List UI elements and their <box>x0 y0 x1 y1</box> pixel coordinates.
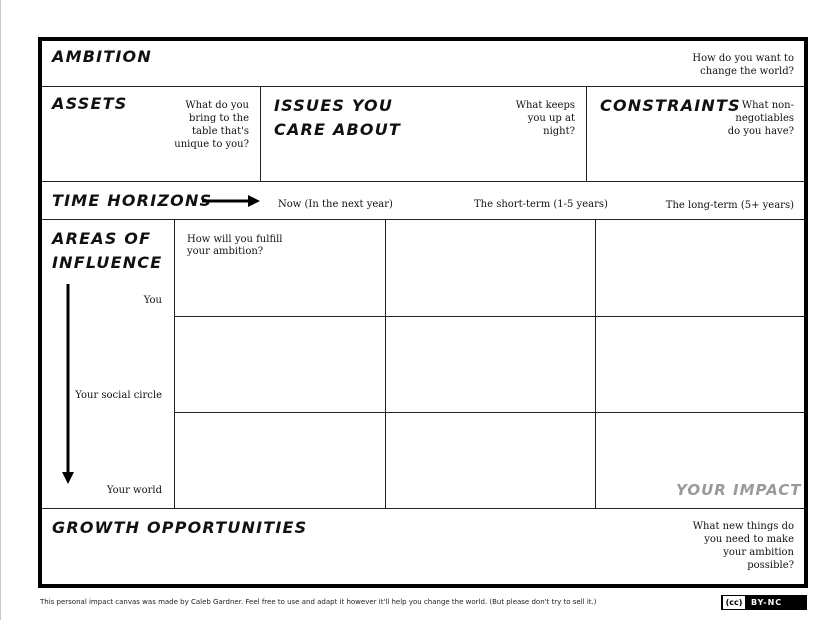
issues-heading-line1: ISSUES YOU <box>274 96 394 115</box>
impact-label: YOUR IMPACT <box>676 481 802 499</box>
divider-time <box>42 219 804 220</box>
growth-heading: GROWTH OPPORTUNITIES <box>52 518 308 537</box>
divider-areas-grid <box>174 219 175 508</box>
cc-license-badge[interactable] <box>721 595 807 610</box>
arrow-right-icon <box>200 193 262 209</box>
cc-icon: (cc) <box>723 596 745 609</box>
areas-heading-line1: AREAS OF <box>52 229 152 248</box>
divider-ambition <box>42 86 804 87</box>
divider-row-social <box>174 412 804 413</box>
assets-question: What do you bring to the table that's unique to you? <box>174 100 249 150</box>
footer-credit: This personal impact canvas was made by Caleb Gardner. Feel free to use and adapt it however it'll help you change the world. (But please don't try to sell it.) <box>40 598 597 606</box>
row-label-you: You <box>143 295 162 306</box>
divider-col-now <box>385 219 386 508</box>
constraints-question: What non-negotiables do you have? <box>727 100 794 137</box>
growth-question: What new things do you need to make your ambition possible? <box>692 521 794 571</box>
divider-issues-constraints <box>586 86 587 181</box>
divider-areas <box>42 508 804 509</box>
time-short-label: The short-term (1-5 years) <box>474 199 608 210</box>
constraints-heading: CONSTRAINTS <box>600 96 741 115</box>
divider-assets <box>42 181 804 182</box>
issues-question: What keeps you up at night? <box>515 100 575 137</box>
divider-col-short <box>595 219 596 508</box>
fulfill-prompt: How will you fulfill your ambition? <box>187 234 283 257</box>
time-now-label: Now (In the next year) <box>278 199 393 210</box>
issues-heading-line2: CARE ABOUT <box>274 120 402 139</box>
row-label-world: Your world <box>106 485 162 496</box>
divider-row-you <box>174 316 804 317</box>
divider-assets-issues <box>260 86 261 181</box>
time-long-label: The long-term (5+ years) <box>665 200 794 211</box>
ambition-question: How do you want to change the world? <box>692 53 794 77</box>
license-label: BY-NC <box>751 598 783 607</box>
canvas-frame <box>38 37 808 588</box>
ambition-heading: AMBITION <box>52 47 152 66</box>
areas-heading-line2: INFLUENCE <box>52 253 163 272</box>
assets-heading: ASSETS <box>52 94 128 113</box>
arrow-down-icon <box>60 282 76 488</box>
page-edge-line <box>0 0 1 620</box>
time-horizons-heading: TIME HORIZONS <box>52 191 213 210</box>
row-label-social-circle: Your social circle <box>75 390 162 401</box>
